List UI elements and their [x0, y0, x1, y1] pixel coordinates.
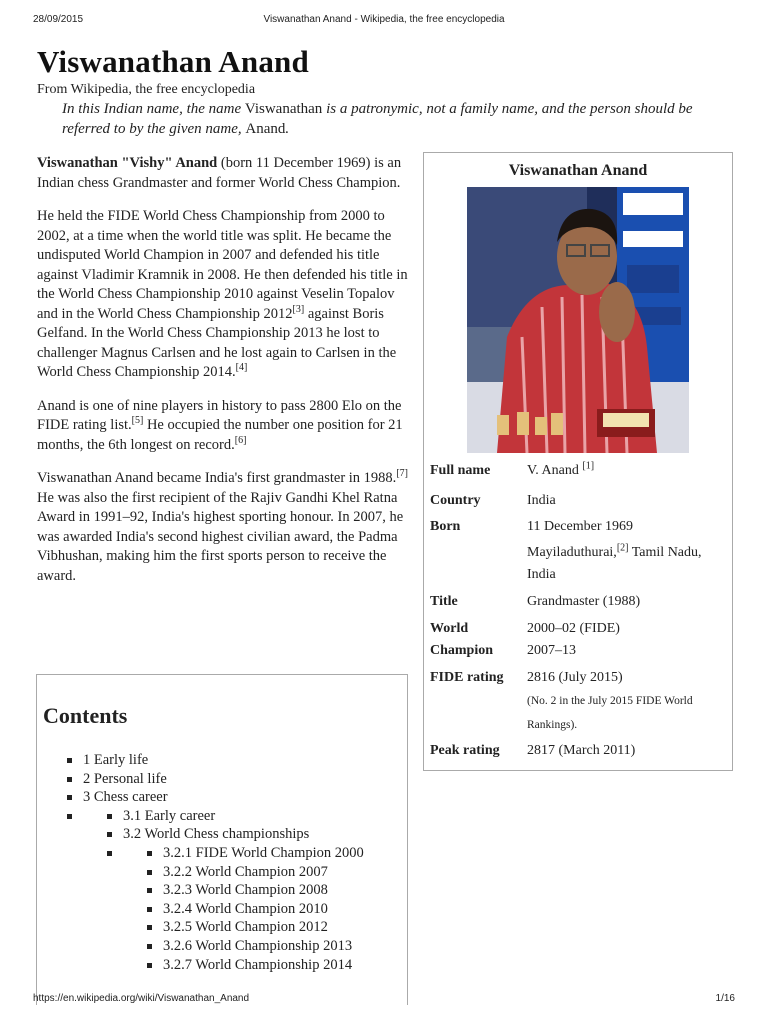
champion-years[interactable]: 2000–02 (FIDE): [527, 621, 620, 636]
infobox-label: Born: [430, 519, 461, 534]
infobox-label: [430, 618, 524, 662]
toc-item[interactable]: 1 Early life: [83, 751, 364, 770]
reference-link[interactable]: [1]: [582, 460, 595, 472]
reference-link[interactable]: [2]: [616, 542, 629, 554]
infobox-value: 2817 (March 2011): [527, 743, 636, 758]
toc-item[interactable]: 3.2.3 World Champion 2008: [163, 881, 364, 900]
born-date: 11 December 1969: [527, 519, 633, 534]
label-line: World: [430, 621, 469, 636]
paragraph-text: Anand is one of nine players in history to pass 2800 Elo on the FIDE rating list.: [37, 397, 402, 433]
hatnote-text: In this Indian name, the name: [62, 101, 245, 117]
reference-link[interactable]: [5]: [131, 415, 144, 427]
intro-paragraph: [37, 154, 409, 193]
toc-item[interactable]: 3.2.2 World Champion 2007: [163, 863, 364, 882]
toc-item[interactable]: 2 Personal life: [83, 770, 364, 789]
table-of-contents: [36, 674, 408, 1005]
hatnote-text: is a patronymic, not a family name, and the person should be referred to by the given name,: [62, 101, 693, 137]
infobox-value: [527, 618, 727, 662]
site-tagline: From Wikipedia, the free encyclopedia: [37, 82, 256, 97]
paragraph-text: He was also the first recipient of the Rajiv Gandhi Khel Ratna Award in 1991–92, India's highest sporting honour. In 2007, he was awarded India's second highest civilian award, the Padma Vibhushan, making him the first sports person to receive the award.: [37, 489, 404, 584]
infobox-value: [527, 667, 727, 737]
infobox-value: [527, 516, 727, 586]
paragraph: [37, 469, 409, 586]
infobox-label: Title: [430, 594, 458, 609]
infobox-label: Country: [430, 493, 481, 508]
toc-heading: Contents: [43, 703, 128, 728]
toc-item[interactable]: 3.2.1 FIDE World Champion 2000: [163, 844, 364, 861]
born-place-region[interactable]: Tamil Nadu, India: [527, 545, 702, 582]
infobox: [423, 152, 733, 771]
fide-rating-value: 2816 (July 2015): [527, 670, 623, 685]
infobox-value[interactable]: India: [527, 493, 556, 508]
toc-list: [83, 751, 364, 974]
hatnote-given-name: Anand: [245, 121, 286, 137]
print-page-number: 1/16: [715, 993, 735, 1004]
toc-item[interactable]: 3 Chess career: [83, 788, 364, 807]
toc-item[interactable]: 3.1 Early career: [123, 807, 364, 826]
toc-item[interactable]: 3.2.5 World Champion 2012: [163, 918, 364, 937]
print-page-title: Viswanathan Anand - Wikipedia, the free encyclopedia: [263, 14, 505, 25]
infobox-value[interactable]: Grandmaster (1988): [527, 594, 641, 609]
infobox-title: Viswanathan Anand: [508, 162, 648, 179]
paragraph-text: He occupied the number one position for 21 months, the 6th longest on record.: [37, 417, 403, 453]
reference-link[interactable]: [4]: [235, 362, 248, 374]
reference-link[interactable]: [3]: [292, 303, 305, 315]
toc-item[interactable]: 3.2.6 World Championship 2013: [163, 937, 364, 956]
infobox-label: FIDE rating: [430, 670, 504, 685]
paragraph: [37, 397, 409, 456]
hatnote: [62, 99, 742, 139]
paragraph-text: He held the FIDE World Chess Championship from 2000 to 2002, at a time when the world title was split. He became the undisputed World Champion in 2007 and defended his title against Vladimir Kramnik in 2008. He then defended his title in the World Chess Championship 2010 against Veselin Topalov and in the World Chess Championship 2012: [37, 208, 408, 322]
hatnote-text: .: [285, 121, 290, 137]
paragraph-text: against Boris Gelfand. In the World Chess Championship 2013 he lost to challenger Magnus Carlsen and he lost again to Carlsen in the World Chess Championship 2014.: [37, 305, 397, 380]
reference-link[interactable]: [6]: [234, 434, 247, 446]
page-title: Viswanathan Anand: [37, 44, 309, 79]
full-name-value: V. Anand: [527, 463, 583, 478]
portrait-photo[interactable]: [467, 187, 689, 453]
toc-sublist-wrapper: [123, 844, 364, 974]
infobox-value: [527, 460, 727, 482]
paragraph: [37, 207, 409, 383]
born-place-town[interactable]: Mayiladuthurai,: [527, 545, 617, 560]
toc-item[interactable]: 3.2 World Chess championships: [123, 825, 364, 844]
print-url: https://en.wikipedia.org/wiki/Viswanathan_Anand: [33, 993, 250, 1004]
article-body: [37, 154, 409, 600]
infobox-label: Full name: [430, 463, 491, 478]
toc-item[interactable]: 3.2.4 World Champion 2010: [163, 900, 364, 919]
paragraph-text: Viswanathan Anand became India's first grandmaster in 1988.: [37, 470, 397, 486]
infobox-label: Peak rating: [430, 743, 500, 758]
champion-years[interactable]: 2007–13: [527, 643, 576, 658]
reference-link[interactable]: [7]: [396, 468, 408, 480]
toc-sublist: [83, 807, 364, 974]
fide-rating-note: (No. 2 in the July 2015 FIDE World Rankings).: [527, 695, 693, 731]
toc-sublist: [123, 844, 364, 974]
subject-name: Viswanathan "Vishy" Anand: [37, 155, 218, 171]
toc-item[interactable]: 3.2.7 World Championship 2014: [163, 956, 364, 975]
toc-sublist-wrapper: [83, 807, 364, 974]
born-place: [527, 542, 727, 586]
print-date: 28/09/2015: [33, 14, 84, 25]
label-line: Champion: [430, 643, 494, 658]
hatnote-patronymic: Viswanathan: [244, 101, 323, 117]
paragraph-text: (born 11 December 1969) is an Indian chess Grandmaster and former World Chess Champion.: [37, 155, 402, 191]
